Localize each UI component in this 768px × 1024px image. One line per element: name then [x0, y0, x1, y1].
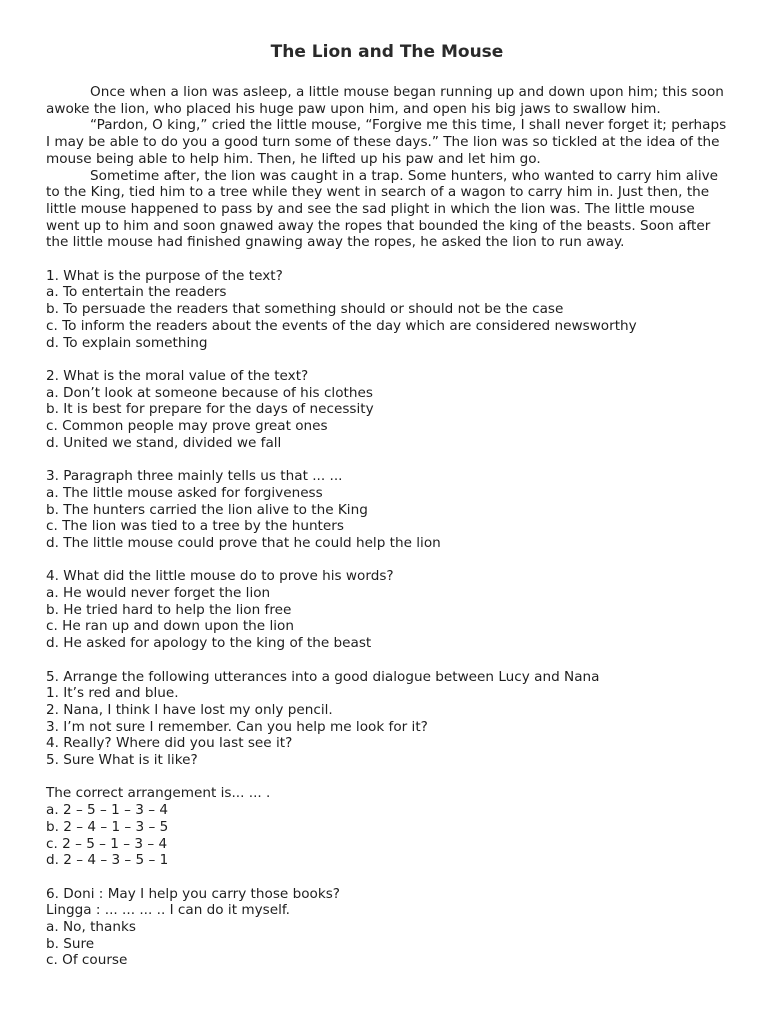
question-4-option-c: c. He ran up and down upon the lion — [46, 618, 294, 635]
utterance-1: 1. It’s red and blue. — [46, 685, 179, 702]
question-1-option-d: d. To explain something — [46, 334, 208, 351]
question-2 — [46, 368, 728, 452]
question-2-option-a: a. Don’t look at someone because of his clothes — [46, 384, 373, 401]
question-1-option-b: b. To persuade the readers that something should or should not be the case — [46, 301, 564, 318]
question-6-option-a: a. No, thanks — [46, 919, 136, 936]
question-6 — [46, 886, 728, 970]
question-3-option-a: a. The little mouse asked for forgiveness — [46, 484, 323, 501]
question-3-text: 3. Paragraph three mainly tells us that ... ... — [46, 468, 343, 485]
question-2-text: 2. What is the moral value of the text? — [46, 367, 309, 384]
document-title: The Lion and The Mouse — [270, 42, 504, 62]
question-6-option-c: c. Of course — [46, 952, 128, 969]
question-4-option-d: d. He asked for apology to the king of the beast — [46, 635, 372, 652]
question-5-answers — [46, 785, 728, 869]
question-5-option-d: d. 2 – 4 – 3 – 5 – 1 — [46, 852, 169, 869]
question-4-text: 4. What did the little mouse do to prove his words? — [46, 568, 394, 585]
question-4 — [46, 568, 728, 652]
question-6-line-1: 6. Doni : May I help you carry those books? — [46, 885, 341, 902]
question-1-text: 1. What is the purpose of the text? — [46, 267, 283, 284]
question-3 — [46, 468, 728, 552]
question-1 — [46, 268, 728, 352]
question-5-option-a: a. 2 – 5 – 1 – 3 – 4 — [46, 802, 168, 819]
question-5-prompt: The correct arrangement is... ... . — [46, 785, 271, 802]
question-4-option-b: b. He tried hard to help the lion free — [46, 601, 292, 618]
question-1-option-a: a. To entertain the readers — [46, 284, 227, 301]
question-1-option-c: c. To inform the readers about the events of the day which are considered newsworthy — [46, 317, 637, 334]
question-6-line-2: Lingga : ... ... ... .. I can do it myself. — [46, 902, 290, 919]
question-5 — [46, 669, 728, 769]
question-3-option-b: b. The hunters carried the lion alive to the King — [46, 501, 368, 518]
story-paragraph-2: “Pardon, O king,” cried the little mouse, “Forgive me this time, I shall never forget it; perhaps I may be able to do you a good turn some of these days.” The lion was so tickled at the idea of the mouse being able to help him. Then, he lifted up his paw and let him go. — [46, 117, 727, 167]
utterance-5: 5. Sure What is it like? — [46, 752, 198, 769]
utterance-3: 3. I’m not sure I remember. Can you help me look for it? — [46, 718, 428, 735]
story-text — [46, 84, 728, 251]
story-paragraph-3: Sometime after, the lion was caught in a trap. Some hunters, who wanted to carry him alive to the King, tied him to a tree while they went in search of a wagon to carry him in. Just then, the little mouse happened to pass by and see the sad plight in which the lion was. The little mouse went up to him and soon gnawed away the ropes that bounded the king of the beasts. Soon after the little mouse had finished gnawing away the ropes, he asked the lion to run away. — [46, 167, 719, 251]
question-3-option-c: c. The lion was tied to a tree by the hunters — [46, 518, 344, 535]
question-5-option-c: c. 2 – 5 – 1 – 3 – 4 — [46, 835, 168, 852]
question-3-option-d: d. The little mouse could prove that he could help the lion — [46, 534, 441, 551]
question-5-option-b: b. 2 – 4 – 1 – 3 – 5 — [46, 818, 169, 835]
question-2-option-b: b. It is best for prepare for the days of necessity — [46, 401, 374, 418]
utterance-4: 4. Really? Where did you last see it? — [46, 735, 293, 752]
utterance-2: 2. Nana, I think I have lost my only pencil. — [46, 701, 333, 718]
question-4-option-a: a. He would never forget the lion — [46, 585, 271, 602]
question-5-text: 5. Arrange the following utterances into a good dialogue between Lucy and Nana — [46, 668, 600, 685]
question-2-option-c: c. Common people may prove great ones — [46, 418, 328, 435]
story-paragraph-1: Once when a lion was asleep, a little mouse began running up and down upon him; this soon awoke the lion, who placed his huge paw upon him, and open his big jaws to swallow him. — [46, 84, 724, 117]
question-2-option-d: d. United we stand, divided we fall — [46, 434, 282, 451]
question-6-option-b: b. Sure — [46, 935, 95, 952]
